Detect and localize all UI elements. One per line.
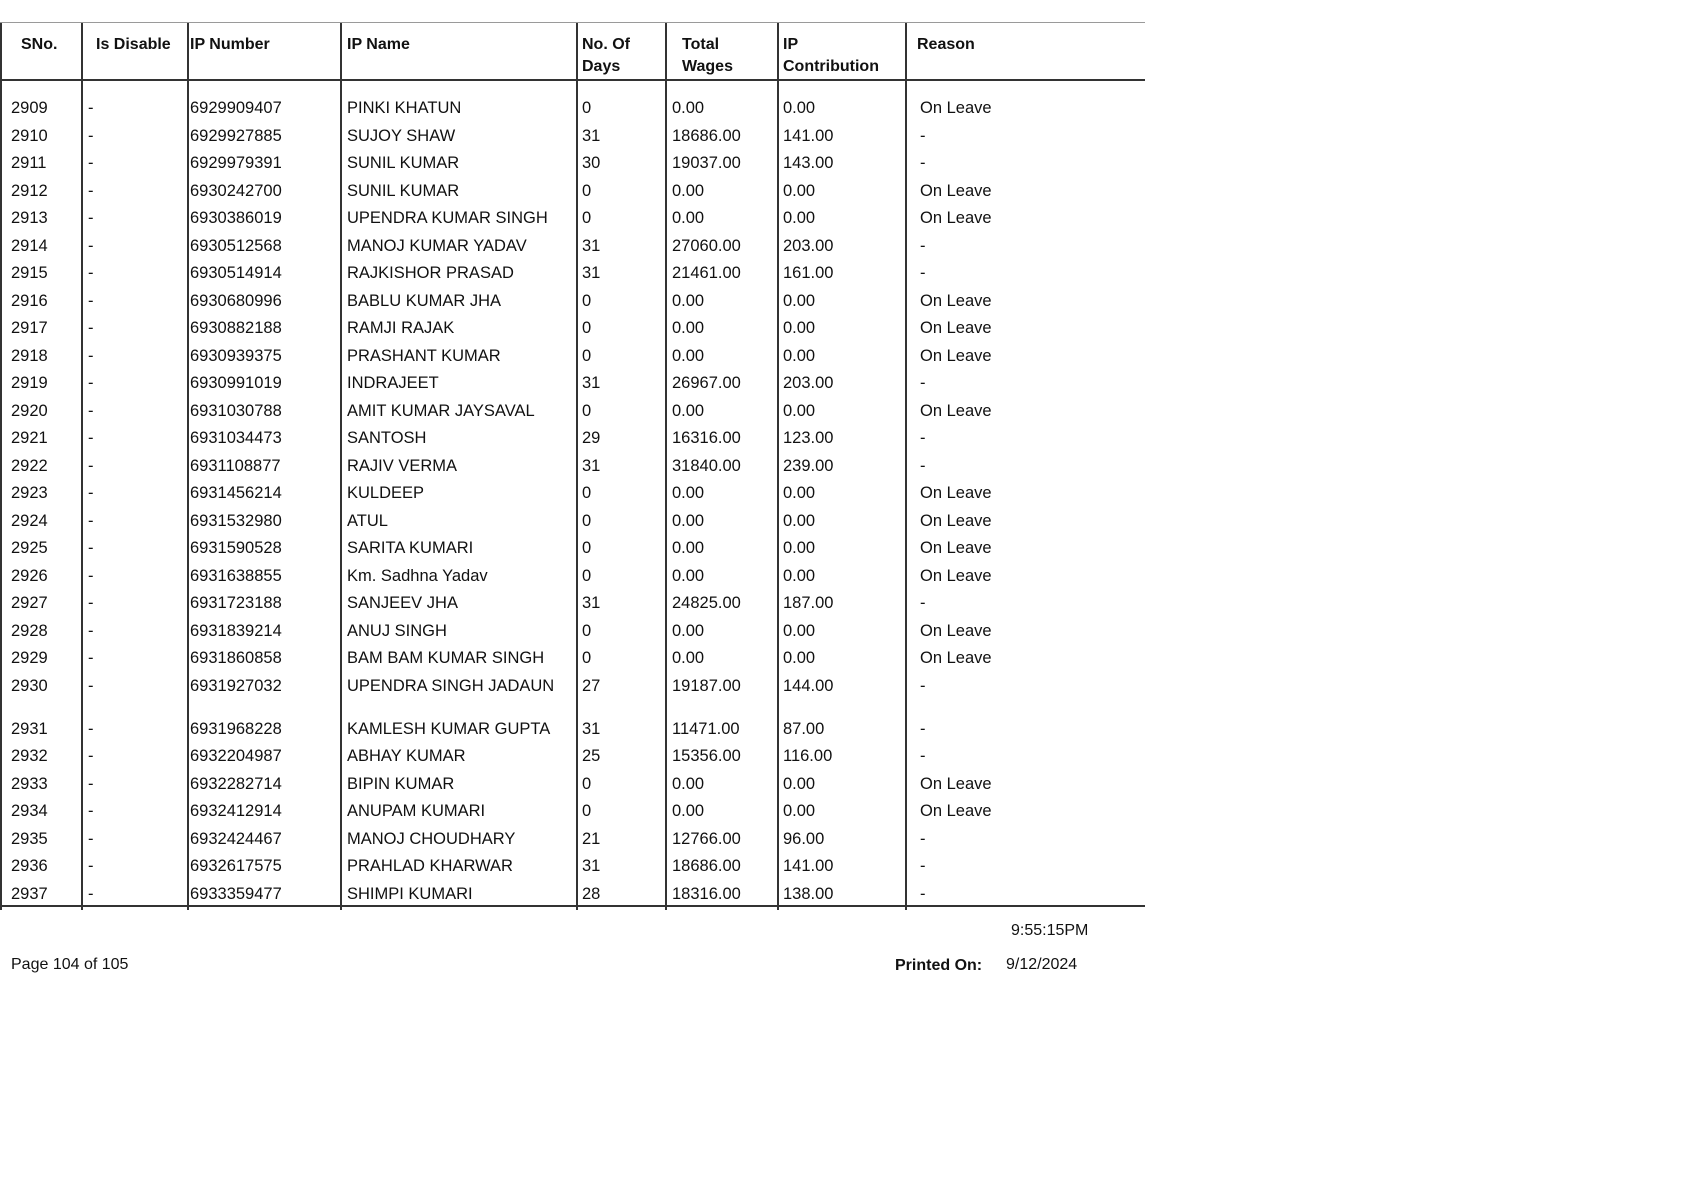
cell-total-wages: 12766.00 (672, 829, 741, 848)
cell-ip-number: 6931456214 (190, 484, 282, 502)
header-contrib-line1: IP (783, 36, 799, 53)
cell-reason: - (920, 719, 926, 738)
cell-is-disable: - (88, 719, 94, 738)
cell-sno: 2918 (11, 346, 48, 365)
cell-ip-name: AMIT KUMAR JAYSAVAL (347, 401, 535, 420)
cell-no-of-days: 0 (582, 401, 592, 420)
cell-reason: On Leave (920, 209, 992, 227)
cell-no-of-days: 31 (582, 374, 601, 392)
cell-ip-number: 6931927032 (190, 676, 282, 695)
cell-sno: 2932 (11, 747, 48, 765)
cell-ip-contribution: 0.00 (783, 774, 816, 793)
cell-ip-contribution: 0.00 (783, 484, 816, 502)
cell-ip-number: 6932204987 (190, 747, 282, 765)
cell-ip-name: KAMLESH KUMAR GUPTA (347, 719, 551, 738)
cell-reason: - (920, 456, 926, 475)
cell-reason: - (920, 374, 926, 392)
cell-total-wages: 0.00 (672, 774, 705, 793)
cell-ip-name: ABHAY KUMAR (347, 747, 466, 765)
cell-is-disable: - (88, 747, 94, 765)
cell-total-wages: 16316.00 (672, 429, 741, 447)
cell-sno: 2936 (11, 857, 48, 875)
col-divider (340, 23, 342, 910)
cell-no-of-days: 0 (582, 649, 592, 667)
header-no-of-days (582, 34, 630, 78)
cell-reason: On Leave (920, 99, 992, 117)
cell-is-disable: - (88, 291, 94, 310)
cell-total-wages: 24825.00 (672, 594, 741, 612)
cell-ip-contribution: 0.00 (783, 649, 816, 667)
cell-total-wages: 19187.00 (672, 676, 741, 695)
cell-ip-contribution: 0.00 (783, 566, 816, 585)
cell-sno: 2927 (11, 594, 48, 612)
cell-is-disable: - (88, 99, 94, 117)
cell-reason: - (920, 594, 926, 612)
cell-ip-name: BABLU KUMAR JHA (347, 291, 502, 310)
cell-no-of-days: 0 (582, 621, 592, 640)
cell-no-of-days: 0 (582, 99, 592, 117)
header-days-line2: Days (582, 58, 621, 75)
cell-is-disable: - (88, 884, 94, 903)
table-top-rule (0, 22, 1145, 23)
cell-reason: - (920, 154, 926, 172)
cell-sno: 2915 (11, 264, 48, 282)
cell-ip-number: 6931532980 (190, 511, 282, 530)
cell-reason: On Leave (920, 774, 992, 793)
header-sno: SNo. (21, 36, 58, 53)
cell-ip-name: SANTOSH (347, 429, 427, 447)
cell-ip-number: 6930512568 (190, 236, 282, 255)
cell-reason: On Leave (920, 802, 992, 820)
cell-ip-name: MANOJ KUMAR YADAV (347, 236, 527, 255)
cell-ip-contribution: 203.00 (783, 374, 834, 392)
cell-reason: - (920, 676, 926, 695)
cell-is-disable: - (88, 774, 94, 793)
cell-ip-number: 6930242700 (190, 181, 282, 200)
cell-is-disable: - (88, 346, 94, 365)
cell-no-of-days: 0 (582, 181, 592, 200)
header-total-wages (682, 34, 733, 78)
table-bottom-rule (0, 905, 1145, 907)
cell-total-wages: 0.00 (672, 649, 705, 667)
cell-is-disable: - (88, 154, 94, 172)
cell-ip-name: PRASHANT KUMAR (347, 346, 501, 365)
cell-total-wages: 18686.00 (672, 126, 741, 145)
col-divider (81, 23, 83, 910)
cell-sno: 2921 (11, 429, 48, 447)
cell-reason: - (920, 884, 926, 903)
cell-total-wages: 0.00 (672, 209, 705, 227)
cell-ip-number: 6931860858 (190, 649, 282, 667)
cell-sno: 2934 (11, 802, 48, 820)
cell-ip-name: PINKI KHATUN (347, 99, 462, 117)
cell-ip-number: 6931723188 (190, 594, 282, 612)
cell-total-wages: 0.00 (672, 566, 705, 585)
cell-is-disable: - (88, 484, 94, 502)
cell-total-wages: 19037.00 (672, 154, 741, 172)
cell-sno: 2917 (11, 319, 48, 337)
printed-on-date: 9/12/2024 (1006, 956, 1078, 973)
cell-ip-contribution: 0.00 (783, 291, 816, 310)
cell-is-disable: - (88, 456, 94, 475)
cell-no-of-days: 31 (582, 126, 601, 145)
cell-ip-name: SUNIL KUMAR (347, 181, 460, 200)
cell-sno: 2911 (11, 154, 47, 172)
cell-ip-name: ANUPAM KUMARI (347, 802, 486, 820)
cell-ip-name: Km. Sadhna Yadav (347, 566, 488, 585)
cell-ip-name: SUJOY SHAW (347, 126, 456, 145)
cell-ip-contribution: 96.00 (783, 829, 825, 848)
header-reason: Reason (917, 36, 975, 53)
cell-is-disable: - (88, 594, 94, 612)
cell-is-disable: - (88, 264, 94, 282)
header-bottom-rule (0, 79, 1145, 81)
cell-total-wages: 18316.00 (672, 884, 741, 903)
cell-ip-name: BAM BAM KUMAR SINGH (347, 649, 545, 667)
cell-sno: 2933 (11, 774, 48, 793)
cell-reason: On Leave (920, 539, 992, 557)
col-divider (777, 23, 779, 910)
cell-sno: 2909 (11, 99, 48, 117)
cell-sno: 2914 (11, 236, 48, 255)
cell-is-disable: - (88, 126, 94, 145)
cell-ip-number: 6929909407 (190, 99, 282, 117)
cell-is-disable: - (88, 857, 94, 875)
cell-total-wages: 0.00 (672, 99, 705, 117)
cell-reason: - (920, 126, 926, 145)
header-contrib-line2: Contribution (783, 58, 879, 75)
cell-ip-contribution: 161.00 (783, 264, 834, 282)
cell-ip-number: 6931030788 (190, 401, 282, 420)
cell-total-wages: 21461.00 (672, 264, 741, 282)
cell-ip-contribution: 0.00 (783, 539, 816, 557)
cell-is-disable: - (88, 319, 94, 337)
cell-ip-number: 6931839214 (190, 621, 282, 640)
cell-ip-number: 6931968228 (190, 719, 282, 738)
cell-ip-number: 6930939375 (190, 346, 282, 365)
page-indicator: Page 104 of 105 (11, 956, 129, 973)
cell-ip-number: 6932412914 (190, 802, 282, 820)
cell-is-disable: - (88, 401, 94, 420)
print-time: 9:55:15PM (1011, 922, 1089, 939)
cell-ip-contribution: 0.00 (783, 209, 816, 227)
col-divider (187, 23, 189, 910)
cell-no-of-days: 0 (582, 566, 592, 585)
cell-total-wages: 0.00 (672, 539, 705, 557)
cell-ip-contribution: 0.00 (783, 401, 816, 420)
cell-reason: On Leave (920, 346, 992, 365)
cell-ip-contribution: 116.00 (783, 747, 833, 765)
cell-is-disable: - (88, 829, 94, 848)
cell-reason: - (920, 429, 926, 447)
cell-ip-name: KULDEEP (347, 484, 425, 502)
cell-no-of-days: 0 (582, 802, 592, 820)
cell-reason: On Leave (920, 291, 992, 310)
cell-ip-name: ATUL (347, 511, 388, 530)
cell-ip-number: 6932282714 (190, 774, 282, 793)
cell-total-wages: 11471.00 (672, 719, 740, 738)
cell-no-of-days: 28 (582, 884, 601, 903)
col-divider (0, 23, 2, 910)
cell-total-wages: 0.00 (672, 484, 705, 502)
cell-no-of-days: 29 (582, 429, 601, 447)
cell-sno: 2929 (11, 649, 48, 667)
cell-is-disable: - (88, 649, 94, 667)
cell-sno: 2937 (11, 884, 48, 903)
cell-ip-name: RAJKISHOR PRASAD (347, 264, 514, 282)
cell-no-of-days: 31 (582, 236, 601, 255)
cell-sno: 2931 (11, 719, 48, 738)
cell-total-wages: 0.00 (672, 802, 705, 820)
header-days-line1: No. Of (582, 36, 630, 53)
cell-no-of-days: 0 (582, 319, 592, 337)
cell-ip-contribution: 0.00 (783, 511, 816, 530)
cell-ip-name: UPENDRA KUMAR SINGH (347, 209, 548, 227)
cell-ip-contribution: 0.00 (783, 181, 816, 200)
cell-reason: On Leave (920, 511, 992, 530)
cell-ip-number: 6933359477 (190, 884, 282, 903)
cell-sno: 2928 (11, 621, 48, 640)
cell-total-wages: 15356.00 (672, 747, 741, 765)
cell-total-wages: 27060.00 (672, 236, 741, 255)
cell-is-disable: - (88, 539, 94, 557)
cell-total-wages: 31840.00 (672, 456, 741, 475)
cell-no-of-days: 0 (582, 484, 592, 502)
col-divider (576, 23, 578, 910)
cell-sno: 2910 (11, 126, 48, 145)
header-wages-line2: Wages (682, 58, 733, 75)
cell-is-disable: - (88, 209, 94, 227)
header-is-disable: Is Disable (96, 36, 171, 53)
header-ip-number: IP Number (190, 36, 270, 53)
cell-ip-number: 6930514914 (190, 264, 282, 282)
cell-ip-number: 6930991019 (190, 374, 282, 392)
col-divider (665, 23, 667, 910)
cell-no-of-days: 31 (582, 719, 601, 738)
cell-ip-contribution: 239.00 (783, 456, 834, 475)
cell-is-disable: - (88, 181, 94, 200)
cell-reason: - (920, 857, 926, 875)
cell-reason: On Leave (920, 566, 992, 585)
cell-reason: - (920, 264, 926, 282)
cell-is-disable: - (88, 621, 94, 640)
cell-ip-number: 6929927885 (190, 126, 282, 145)
cell-ip-name: RAMJI RAJAK (347, 319, 455, 337)
cell-no-of-days: 31 (582, 857, 601, 875)
cell-is-disable: - (88, 429, 94, 447)
cell-no-of-days: 21 (582, 829, 601, 848)
cell-reason: - (920, 829, 926, 848)
cell-sno: 2935 (11, 829, 48, 848)
cell-ip-contribution: 123.00 (783, 429, 834, 447)
cell-ip-contribution: 141.00 (783, 857, 834, 875)
cell-reason: - (920, 747, 926, 765)
cell-ip-contribution: 0.00 (783, 621, 816, 640)
cell-ip-contribution: 143.00 (783, 154, 834, 172)
cell-no-of-days: 0 (582, 539, 592, 557)
cell-ip-name: INDRAJEET (347, 374, 439, 392)
cell-ip-contribution: 0.00 (783, 99, 816, 117)
col-divider (905, 23, 907, 910)
cell-sno: 2916 (11, 291, 48, 310)
cell-ip-contribution: 0.00 (783, 346, 816, 365)
cell-reason: On Leave (920, 181, 992, 200)
cell-ip-number: 6932424467 (190, 829, 282, 848)
cell-is-disable: - (88, 802, 94, 820)
cell-ip-name: SHIMPI KUMARI (347, 884, 473, 903)
cell-ip-name: RAJIV VERMA (347, 456, 458, 475)
cell-ip-number: 6931108877 (190, 456, 281, 475)
cell-ip-number: 6930882188 (190, 319, 282, 337)
cell-total-wages: 0.00 (672, 319, 705, 337)
cell-ip-number: 6932617575 (190, 857, 282, 875)
cell-ip-name: ANUJ SINGH (347, 621, 447, 640)
cell-reason: On Leave (920, 621, 992, 640)
cell-no-of-days: 30 (582, 154, 601, 172)
cell-sno: 2919 (11, 374, 48, 392)
cell-sno: 2913 (11, 209, 48, 227)
cell-is-disable: - (88, 676, 94, 695)
cell-ip-contribution: 0.00 (783, 802, 816, 820)
printed-on-label: Printed On: (895, 957, 983, 974)
cell-total-wages: 18686.00 (672, 857, 741, 875)
cell-sno: 2912 (11, 181, 48, 200)
cell-ip-name: BIPIN KUMAR (347, 774, 455, 793)
cell-sno: 2920 (11, 401, 48, 420)
cell-reason: On Leave (920, 484, 992, 502)
cell-is-disable: - (88, 374, 94, 392)
cell-no-of-days: 31 (582, 456, 601, 475)
cell-no-of-days: 31 (582, 264, 601, 282)
cell-ip-number: 6930386019 (190, 209, 282, 227)
cell-ip-number: 6931638855 (190, 566, 282, 585)
cell-no-of-days: 0 (582, 209, 592, 227)
cell-no-of-days: 0 (582, 511, 592, 530)
header-wages-line1: Total (682, 36, 720, 53)
cell-ip-name: SANJEEV JHA (347, 594, 458, 612)
header-ip-contribution (783, 34, 879, 78)
cell-ip-number: 6929979391 (190, 154, 282, 172)
cell-reason: On Leave (920, 401, 992, 420)
cell-ip-name: PRAHLAD KHARWAR (347, 857, 513, 875)
cell-sno: 2924 (11, 511, 48, 530)
cell-ip-contribution: 87.00 (783, 719, 825, 738)
cell-sno: 2926 (11, 566, 48, 585)
cell-ip-number: 6931590528 (190, 539, 282, 557)
cell-is-disable: - (88, 566, 94, 585)
cell-reason: - (920, 236, 926, 255)
cell-total-wages: 26967.00 (672, 374, 741, 392)
cell-reason: On Leave (920, 649, 992, 667)
cell-is-disable: - (88, 236, 94, 255)
cell-no-of-days: 27 (582, 676, 601, 695)
cell-total-wages: 0.00 (672, 621, 705, 640)
cell-reason: On Leave (920, 319, 992, 337)
cell-sno: 2930 (11, 676, 48, 695)
header-ip-name: IP Name (347, 36, 410, 53)
cell-no-of-days: 0 (582, 291, 592, 310)
cell-no-of-days: 31 (582, 594, 601, 612)
cell-no-of-days: 0 (582, 774, 592, 793)
cell-ip-contribution: 141.00 (783, 126, 834, 145)
cell-total-wages: 0.00 (672, 511, 705, 530)
cell-sno: 2922 (11, 456, 48, 475)
cell-is-disable: - (88, 511, 94, 530)
cell-ip-contribution: 0.00 (783, 319, 816, 337)
cell-total-wages: 0.00 (672, 401, 705, 420)
cell-total-wages: 0.00 (672, 181, 705, 200)
cell-ip-contribution: 203.00 (783, 236, 834, 255)
cell-ip-contribution: 187.00 (783, 594, 834, 612)
cell-ip-number: 6930680996 (190, 291, 282, 310)
cell-total-wages: 0.00 (672, 291, 705, 310)
cell-total-wages: 0.00 (672, 346, 705, 365)
cell-ip-contribution: 144.00 (783, 676, 834, 695)
cell-no-of-days: 0 (582, 346, 592, 365)
cell-ip-name: UPENDRA SINGH JADAUN (347, 676, 555, 695)
cell-ip-name: MANOJ CHOUDHARY (347, 829, 516, 848)
cell-ip-name: SARITA KUMARI (347, 539, 474, 557)
cell-ip-contribution: 138.00 (783, 884, 834, 903)
cell-sno: 2923 (11, 484, 48, 502)
cell-sno: 2925 (11, 539, 48, 557)
cell-ip-number: 6931034473 (190, 429, 282, 447)
cell-ip-name: SUNIL KUMAR (347, 154, 460, 172)
cell-no-of-days: 25 (582, 747, 601, 765)
